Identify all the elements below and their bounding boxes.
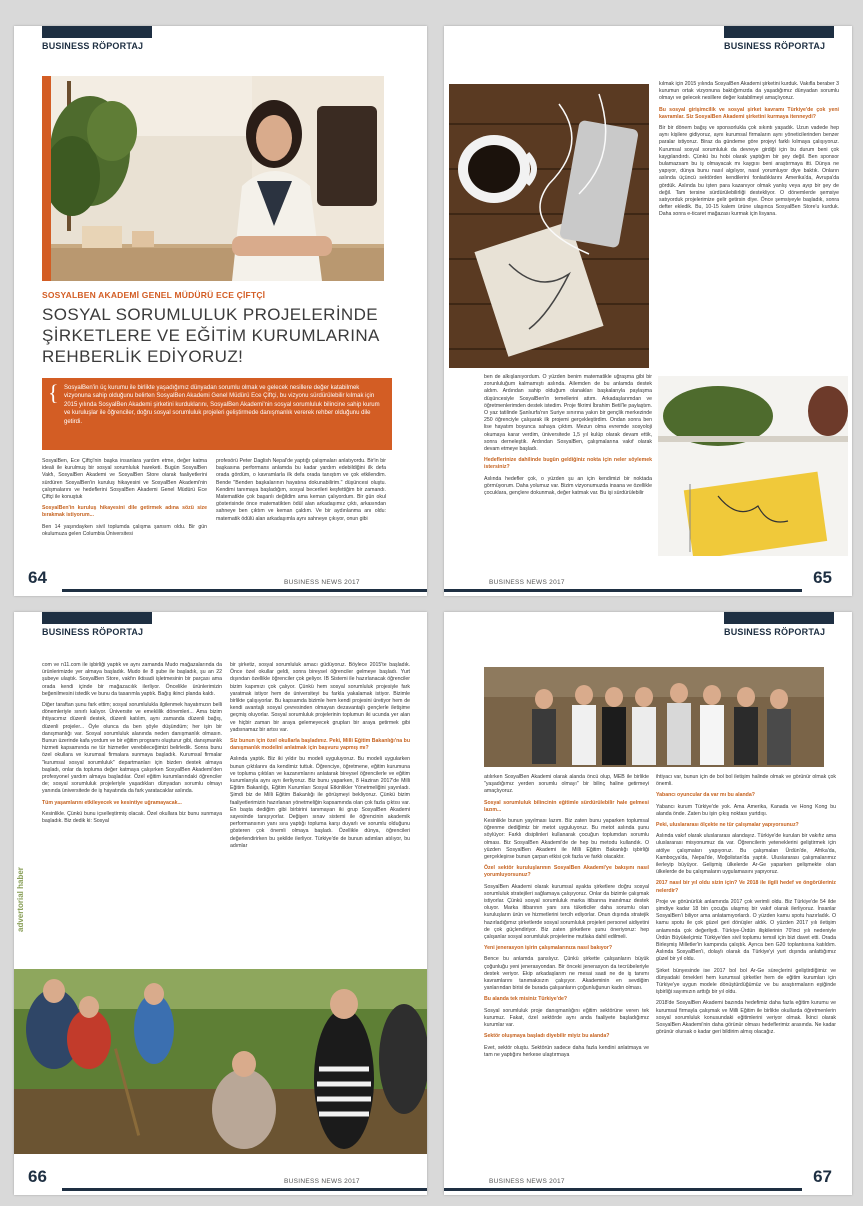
page-footer [14, 1169, 427, 1195]
team-photo [484, 667, 824, 767]
column-b [484, 374, 652, 564]
paragraph: Bence bu anlamda şanslıyız. Çünkü şirkette çalışanların büyük çoğunluğu yeni jenerasyondan. Bir önceki jenerasyon da tecrübeleriyle destek veriyor. Ekip arkadaşlarım ne mesai saati ne de iş tanımı kavramlarını tanımaksızın çalışıyor. Akademinin en sevdiğim yanlarından birisi de burada çalışanların çoğunluğunun kadın olması. [484, 956, 649, 992]
intro-box [42, 378, 392, 450]
paragraph: 2018'de SosyalBen Akademi bazında hedefimiz daha fazla eğitim kurumu ve kurumsal firmayla çalışmak ve Milli Eğitim ile birlikte okullarda öğretmenlerin sosyal sorumluluk konusundaki eğitimlerini veriyor olmak. İkinci olarak SosyalBen Akademi'nin daha görünür olması hedeflerimiz arasında. Ne kadar görünür olursak o kadar geri bildirim almış olacağız. [656, 1000, 836, 1036]
portrait-illustration [42, 76, 384, 281]
team-illustration [484, 667, 824, 767]
paragraph: Bir bir dönem bağış ve sponsorlukla çok sıkıntı yaşadık. Uzun vadede hep aynı kişilere gidiyoruz, aynı kurumsal firmaların aynı yöneticilerinden benzer paralar istiyoruz. Biraz da gündeme göre projeyi farklı kılmaya çalışıyoruz. Kurumsal sosyal sorumluluk da devreye girdiği için bu durum beni çok kaygılandırdı. Çünkü bu hobi olarak yaptığım bir şey değil. Ben sponsor bulamazsam bu iş olmayacak mı kaygısı beni araştırmaya itti. Dünya ne yapıyor, dünya bunu nasıl algılıyor, nasıl yorumluyor diye baktık. Onların aslında üçüncü sektörden kendilerini fonladıklarını Amerika'da, Avrupa'da gördük. Aslında bu işten para kazanıyor olmak yanlış veya ayıp bir şey de değil. Tam tersine sürdürülebilirliği destekliyor. O dönemlerde şemsiye satıyorduk projelerimize gelir getirsin diye. Önce şemsiyeyle başladık, sonra defter ekledik. Bu, 10-15 kalem ürüne ulaşınca SosyalBen Store'u kurduk. Daha sonra e-ticaret mağazası kurmak için lisyana. [659, 125, 839, 218]
office-illustration [658, 316, 848, 556]
page-number: 67 [813, 1167, 832, 1186]
question: Sosyal sorumluluk bilincinin eğitimle sürdürülebilir hale gelmesi lazım... [484, 799, 649, 813]
section-header [724, 26, 834, 56]
paragraph: profesörü Peter Daglish Nepal'de yaptığı çalışmaları anlatıyordu. Bir'in bir başkasına performans anlamda bu kadar yardım edebildiğini ilk defa orada gördüm, o kavramlarla ilk defa orada tanıştım ve çok etkilendim. Bende "Benden başkalarının hayatına dokunabilirim." düşüncesi oluştu. Kendimi tanımaya başladığım, sosyal becerileri keşfettiğim bir zamandı. Matematikte çok başarılı değildim ama keman çalıyordum. Bir gün okul gösterisinde önce matematikten ödül alan arkadaşımız çıktı, arkasından sahneye ben çıktım ve keman çaldım. Ve bir aydınlanma anı oldu: matematik ödülü alan arkadaşımla aynı sahneye çıkıyor, onun gibi [216, 458, 386, 522]
question: Hedeflerinize dahilinde bugün geldiğiniz nokta için neler söylemek istersiniz? [484, 457, 652, 471]
headline: SOSYAL SORUMLULUK PROJELERİNDE ŞİRKETLERE VE EĞİTİM KURUMLARINA REHBERLİK EDİYORUZ! [42, 305, 379, 366]
section-label: BUSINESS RÖPORTAJ [724, 627, 826, 637]
question: SosyalBen'in kuruluş hikayesini dile getirmek adına sözü size bırakmak istiyorum... [42, 505, 207, 519]
header-bar [724, 26, 834, 38]
paragraph: SosyalBen, Ece Çiftçi'nin başka insanlara yardım etme, değer katma ideali ile kurulmuş bir sosyal sorumluluk hareketi. Bugün SosyalBen Vakfı, SosyalBen Akademi ve SosyalBen Store olarak faaliyetlerini sürdüren SosyalBen'in kuruluş hikayesini ve SosyalBen Akademi'nin çalışmalarını ve hedeflerini SosyalBen Akademi Genel Müdürü Ece Çiftçi ile konuştuk [42, 458, 207, 501]
paragraph: com ve n11.com ile işbirliği yaptık ve aynı zamanda Mudo mağazalarında da ürünlerimizde yer almaya başladık. Mudo ile 8 şube ile başladık, şu an 22 şubeye ulaştık. SosyalBen Store, vakfın iktisadi işletmesinin bir parçası ama orada kendi içinde bir mağazacılık ilerliyor. Öncelikle ürünlerimizin beğenilmesini istedik ve bunu da tasarımla yaptık. Bağış ikinci planda kaldı. [42, 662, 222, 697]
publication-name: BUSINESS NEWS 2017 [489, 1178, 565, 1185]
section-header [724, 612, 834, 642]
column-a [659, 81, 839, 353]
footer-rule [62, 1188, 427, 1191]
page-number: 64 [28, 568, 47, 587]
paragraph: Diğer taraftan şunu fark ettim; sosyal sorumlulukla ilgilenmek hayatımızın belli dönemleriyle sınırlı kalıyor. Üniversite ve emeklilik dönemleri... Ama bizim ihtiyacımız düzenli destek, düzenli katılım, aynı zamanda düzenli bağış, düzenli projeler... Öyle olunca da ben şöyle düşündüm; her işin bir danışmanlığı var. Sosyal sorumluluk alanında neden danışmanlık olmasın. Bunun üzerinde kafa yordum ve bir eğitim programı oluşturur gibi, danışmanlık hizmeti kapsamında ne tür hizmetler verebileceğimizi belirledik. Sonra bunu özel okullara ve kurumsal firmalara sunmaya başladık. Kurumsal firmalar "kurumsal sosyal sorumluluk" departmanları için bizden destek almaya başladı, onlar da topluma değer katmaya çalışırken SosyalBen Akademi'den profesyonel yardım almaya başladılar. Özel eğitim kurumlarındaki öğrenciler de; sosyal sorumluluk projeleriyle yaşadıkları dünyadan sorumlu olmayı yanında üniversitede de iş hayatında da fark yaratacaklar aslında. [42, 702, 222, 795]
paragraph: Aslında yaptık. Biz iki yıldır bu modeli uyguluyoruz. Bu modeli uygularken bunun çıktılarını da kendimiz tuttuk. Öğrenciye, öğretmene, eğitim kurumuna ve topluma çıktıları ve kazanımlarını anlatarak bireysel öğrencilerle ve eğitim kurumlarıyla aynı ayrı ilerliyoruz. Biz bunu yaparken, 8 Haziran 2017'de Milli Eğitim Bakanlığı, Eğitim Kurumları Sosyal Etkinlikler Yönetmeliğini yayınladı. Şimdi biz de Milli Eğitim Bakanlığı ile görüşmeyi bekliyoruz. Çünkü bizim faaliyetlerimizin hazırlanan yönetmeliğin kapsamında olan çok fazla çıktısı var. En başta dediğim gibi birbirini tanımayan iki grup SosyalBen Akademi sayesinde tanışıyorlar. Değişen sınav sistemi ile öğrencinin akademik performansının yanı sıra yaptığı topluma karşı duyarlı ve sorumlu olduğunu gösteren çok önemli olmaya başladı. Özellikle dünya, öğrencileri değerlendirirken bu şekilde ilerliyor. Türkiye'de de bunun adımları atılıyor, bu adımlar [230, 756, 410, 849]
paragraph: Proje ve görünürlük anlamında 2017 çok verimli oldu. Biz Türkiye'de 54 ilde şimdiye kadar 18 bin çocuğa ulaşmış bir vakıf olarak ilerliyoruz. İnsanlar SosyalBen'i biliyor ama anlatamıyorlardı. O yüzden kamu spotu hazırladık. O kamu spotu ile çok güzel geri dönüşler aldık. O yüzden 2017 yılı iletişim anlamında çok değerliydi. Türkiye-Ürdün ilişkilerinin 70'inci yılı nedeniyle Ürdün Büyükelçimiz Türkiye'den sivil toplumu temsil için bizi davet etti. Orada Birleşmiş Milletler'in kampında çalıştık. Ayrıca ben G20 toplantısına katıldım. Aslında SosyalBen'i, dolaylı olarak da Türkiye'yi yurt dışında anlattığımız güzel bir yıl oldu. [656, 898, 836, 963]
column-a [42, 662, 222, 962]
page-67 [444, 612, 852, 1195]
question: Sektör oluşmaya başladı diyebilir miyiz bu alanda? [484, 1033, 610, 1040]
footer-rule [444, 589, 802, 592]
question: Tüm yaşamlarını etkileyecek ve kesintiye uğramayacak... [42, 799, 182, 806]
question: Peki, uluslararası ölçekte ne tür çalışmalar yapıyorsunuz? [656, 822, 799, 829]
intro-text: SosyalBen'in üç kurumu ile birlikte yaşadığımız dünyadan sorumlu olmak ve gelecek nesillere değer katabilmek vizyonuna sahip olduğunu belirten SosyalBen Akademi Genel Müdürü Ece Çiftçi, bu vizyonu sürdürülebilir kılmak için 2015 yılında SosyalBen Akademi şirketini kurduklarını, SosyalBen Akademi'nin sosyal sorumluluk bilincine sahip kurum ve kuruluşlar ile öğrenciler, doğru sosyal sorumluluk projeleri geliştirmede danışmanlık vererek rehber olduğunu dile getirdi. [64, 385, 380, 425]
paragraph: Kesinlikle. Çünkü bunu içselleştirmiş olacak. Özel okullara biz bunu sunmaya başladık. Biz dedik ki: Sosyal [42, 810, 222, 825]
publication-name: BUSINESS NEWS 2017 [284, 1178, 360, 1185]
advertorial-label: advertorial haber [16, 867, 25, 932]
header-bar [42, 26, 152, 38]
paragraph: Şirket bünyesinde ise 2017 bol bol Ar-Ge süreçlerini geliştirdiğimiz ve dünyadaki örnekleri hem kurumsal şirketler hem de eğitim kurumları için Türkiye'ye uygun modele dönüştürdüğümüz ve bu araştırmaların eşiğinde işbirliği sayımızın arttığı bir yıl oldu. [656, 967, 836, 996]
paragraph: Evet, sektör oluştu. Sektörün sadece daha fazla kendini anlatmaya ve tam ne yaptığını herkese ulaştırmaya [484, 1044, 649, 1058]
paragraph: Kesinlikle bunun yayılması lazım. Biz zaten bunu yaparken toplumsal öğrenme dediğimiz bir metot uyguluyoruz. Bu metot aslında şunu söylüyor: Farklı disiplinleri kullanarak çocuğun toplumdan sorumlu olması. Biz SosyalBen Akademi'de de hep bu metodu kullandık. O yüzden SosyalBen Akademi ile Milli Eğitim Bakanlığı işbirliği gerçekleşirse bunun çarpan etkisi çok fazla ve farklı olacaktır. [484, 818, 649, 861]
section-label: BUSINESS RÖPORTAJ [42, 627, 144, 637]
page-number: 66 [28, 1167, 47, 1186]
kicker: SOSYALBEN AKADEMİ GENEL MÜDÜRÜ ECE ÇİFTÇİ [42, 290, 266, 300]
publication-name: BUSINESS NEWS 2017 [489, 579, 565, 586]
paragraph: ben de alkışlanıyordum. O yüzden benim matematikle uğraşma gibi bir zorunluluğum kalmamıştı aslında. Ailemden de bu anlamda destek aldım. Ardından sahip olduğum olanakları başkalarıyla paylaşma düşüncesiyle SosyalBen'in temellerini attım. Arkadaşlarımdan ve öğretmenlerimden destek istedim. Proje fikrimi İbrahim Betil'le paylaştım. O yaz tatilinde Şanlıurfa'nın Suriye sınırına yakın bir gençlik merkezinde 250 öğrenciyle çalışarak ilk projemi gerçekleştirdim. Ondan sonra ben lise hayatım boyunca sahaya çıktım. Mezun olma evremde sosyoloji okumaya karar verdim, üniversitede 1,5 yıl kulüp olarak devam ettik, sonra derneleştik. Ardından SosyalBen, çalışmalarına vakıf olarak devam etmeye başladı. [484, 374, 652, 453]
paragraph: Aslında vakıf olarak uluslararası alandayız. Türkiye'de kurulan bir vakıfız ama uluslararası misyonumuz da var. Öğrencilerin yeteneklerini geliştirmek için atölye çalışmaları yapıyoruz. Bu çalışmaları Ürdün'de, Afrika'da, Kamboçya'da, Nepal'de, Moğolistan'da yaptık. Uluslararası çalışmalarımız ilerleyip büyüyor. Gelişmiş ülkelerde Ar-Ge yaparken gelişmekte olan ülkelerde de bu çalışmaların uygulamasını yapıyoruz. [656, 833, 836, 876]
column-1 [42, 458, 207, 560]
footer-rule [62, 589, 427, 592]
coffee-notebook-photo [449, 84, 649, 368]
office-desk-photo [658, 316, 848, 556]
question: Siz bunun için özel okullarla başladınız. Peki, Milli Eğitim Bakanlığı'na bu danışmanlık modelini anlatmak için başvuru yapmış mı? [230, 738, 410, 752]
desk-illustration [449, 84, 649, 368]
column-2 [216, 458, 386, 560]
page-footer [444, 1169, 852, 1195]
section-header [42, 26, 152, 56]
section-header [42, 612, 152, 642]
question: Yabancı oyuncular da var mı bu alanda? [656, 792, 755, 799]
portrait-photo [42, 76, 384, 281]
paragraph: Sosyal sorumluluk proje danışmanlığını eğitim sektörüne veren tek kurumuz. Fakat, özel sektörde aynı anda faaliyete başladığımız kurumlar var. [484, 1007, 649, 1029]
question: Bu alanda tek misiniz Türkiye'de? [484, 996, 568, 1003]
column-a [484, 774, 649, 1166]
paragraph: atılırken SosyalBen Akademi olarak alanda öncü olup, MEB ile birlikte "yaşadığımız yerden sorumlu olmayı" bir bilinç haline getirmeyi amaçlıyoruz. [484, 774, 649, 795]
column-b [656, 774, 836, 1166]
publication-name: BUSINESS NEWS 2017 [284, 579, 360, 586]
paragraph: Ben 14 yaşındayken sivil toplumda çalışma şansım oldu. Bir gün okulumuza gelen Columbia Üniversitesi [42, 523, 207, 537]
paragraph: Yabancı kurum Türkiye'de yok. Ama Amerika, Kanada ve Hong Kong bu alanda önde. Zaten bu işin çıkış noktası yurtdışı. [656, 803, 836, 817]
paragraph: Aslında hedefler çok, o yüzden şu an için kendimizi bir noktada görmüyorum. Daha yolumuz var. Bizim vizyonumuzda insana ve özellikle çocuklara, gençlere dokunmak, değer katmak var. Bu işi sürdürülebilir [484, 475, 652, 497]
planting-photo [14, 969, 427, 1154]
page-number: 65 [813, 568, 832, 587]
page-65 [444, 26, 852, 596]
header-bar [724, 612, 834, 624]
paragraph: kılmak için 2015 yılında SosyalBen Akademi şirketini kurduk. Vakıfla beraber 3 kurumun ortak vizyonuna baktığımızda da yaşadığımız dünyadan sorumlu olmayı ve gelecek nesillere değer katabilmeyi amaçlıyoruz. [659, 81, 839, 102]
header-bar [42, 612, 152, 624]
page-footer [444, 570, 852, 596]
section-label: BUSINESS RÖPORTAJ [42, 41, 144, 51]
paragraph: ihtiyacı var, bunun için de bol bol iletişim halinde olmak ve görünür olmak çok önemli. [656, 774, 836, 788]
garden-illustration [14, 969, 427, 1154]
column-b [230, 662, 410, 962]
question: Özel sektör kuruluşlarının SosyalBen Akademi'ye bakışını nasıl yorumluyorsunuz? [484, 865, 649, 879]
photo-accent-bar [42, 76, 51, 281]
footer-rule [444, 1188, 802, 1191]
paragraph: bir şirketiz, sosyal sorumluluk amacı güdüyoruz. Böylece 2015'te başladık. Önce özel okullar geldi, sonra bireysel öğrenciler gelmeye başladı. Yurt dışından özellikle öğrenciler çok geliyor. IB Sistemi ile hazırlanacak öğrenciler bizim kapımızı çok çalıyor. Çünkü hem sosyal sorumluluk projesiyle fark yaratmak istiyor hem de üniversiteyi bu farkla yakalamak istiyor. Bizimle birlikte çalışıyorlar. Bu kapsamda bizimle hem kendi projesini üretiyor hem de kendi avantajlı sosyal çevresinden olmayan dezavantajlı gençlerle iletişime geçmiş oluyorlar. Sosyal sorumluluk projelerinin toplumun iki ucunda yer alan ve hiçbir zaman bir araya gelemeyecek grupları bir araya getirmek gibi yadsınamaz bir artısı var. [230, 662, 410, 733]
question: Bu sosyal girişimcilik ve sosyal şirket kavramı Türkiye'de çok yeni kavramlar. Siz SosyalBen Akademi şirketini kurmaya itenneydi? [659, 106, 839, 120]
page-66 [14, 612, 427, 1195]
page-64 [14, 26, 427, 596]
paragraph: SosyalBen Akademi olarak kurumsal ayakta şirketlere doğru sosyal sorumluluk stratejileri sağlamaya çalışıyoruz. Onlar da bizimle çalışmak istiyorlar. Çünkü sosyal sorumluluk marka itibarına inanılmaz destek oluyor. Marka itibarının yanı sıra tüketiciler daha sorumlu olan kuruluşların ürün ve hizmetlerini tercih ediyorlar. Onun dışında stratejik hazırladığımız şirketlerde sosyal sorumluluk projeleri personel aidiyetini de çok güçlendiriyor. Biz zaten şirketlere şunu öneriyoruz: hep çalışanlar sosyal sorumluluk projelerine mutlaka dahil edilmeli. [484, 883, 649, 941]
question: Yeni jenerasyon işirin çalışmalarınıza nasıl bakıyor? [484, 945, 613, 952]
quote-mark-icon: { [48, 380, 59, 405]
section-label: BUSINESS RÖPORTAJ [724, 41, 826, 51]
question: 2017 nasıl bir yıl oldu sizin için? Ve 2018 ile ilgili hedef ve öngörüleriniz nelerdir? [656, 880, 836, 894]
page-footer [14, 570, 427, 596]
